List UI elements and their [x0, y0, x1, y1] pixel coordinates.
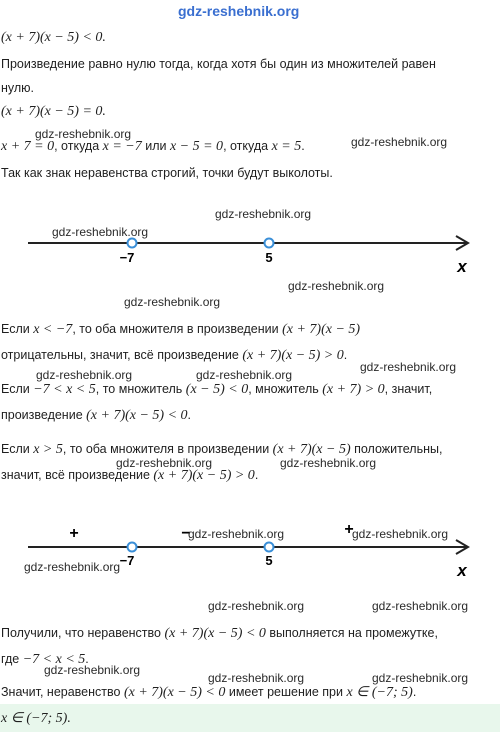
math-expression: (x + 7)(x − 5) > 0 [153, 468, 255, 483]
watermark: gdz-reshebnik.org [360, 360, 457, 374]
math-expression: −7 < x < 5 [33, 382, 96, 397]
text-fragment: или [141, 139, 170, 153]
math-expression: (x + 7)(x − 5) > 0 [242, 348, 344, 363]
watermark: gdz-reshebnik.org [208, 671, 305, 685]
watermark: gdz-reshebnik.org [352, 527, 449, 541]
math-expression: (x − 5) < 0 [185, 382, 249, 397]
watermark: gdz-reshebnik.org [52, 225, 149, 239]
line-1 [1, 29, 106, 46]
math-expression: (x + 7)(x − 5) = 0. [1, 104, 106, 119]
text-fragment: . [412, 685, 417, 699]
text-fragment: . [343, 348, 348, 362]
label-5: 5 [265, 553, 273, 568]
line-8 [1, 347, 347, 364]
math-expression: (x + 7) > 0 [322, 382, 385, 397]
text-fragment: Получили, что неравенство [1, 626, 165, 640]
text-fragment: положительны, [350, 442, 443, 456]
text-fragment: Если [1, 382, 34, 396]
watermark: gdz-reshebnik.org [36, 368, 133, 382]
math-expression: x = 5 [271, 139, 302, 154]
text-fragment: Если [1, 442, 34, 456]
text-fragment: , то оба множителя в произведении [62, 442, 273, 456]
text-fragment: . [254, 468, 259, 482]
math-expression: x + 7 = 0 [1, 139, 55, 154]
label-minus7: −7 [119, 250, 135, 265]
math-expression: x = −7 [102, 139, 142, 154]
line-3 [1, 80, 34, 96]
watermark: gdz-reshebnik.org [372, 599, 469, 613]
math-expression: x ∈ (−7; 5). [1, 711, 71, 726]
text-fragment: Произведение равно нулю тогда, когда хотя бы один из множителей равен [1, 57, 436, 71]
line-2 [1, 56, 436, 72]
watermark: gdz-reshebnik.org [116, 456, 213, 470]
answer-highlight [0, 704, 500, 732]
line-13 [1, 625, 438, 642]
text-fragment: имеет решение при [225, 685, 347, 699]
line-15 [1, 684, 416, 701]
watermark: gdz-reshebnik.org [178, 3, 300, 19]
text-fragment: произведение [1, 408, 87, 422]
sign-middle: − [181, 525, 191, 542]
math-expression: x < −7 [33, 322, 73, 337]
text-fragment: выполняется на промежутке, [265, 626, 438, 640]
sign-left: + [69, 525, 79, 542]
point-minus7 [128, 239, 137, 248]
math-expression: (x + 7)(x − 5) [282, 322, 361, 337]
text-fragment: , значит, [384, 382, 433, 396]
math-expression: (x + 7)(x − 5) < 0. [1, 30, 106, 45]
line-9 [1, 381, 432, 398]
math-expression: (x + 7)(x − 5) [272, 442, 351, 457]
line-6 [1, 165, 333, 181]
text-fragment: значит, всё произведение [1, 468, 154, 482]
line-11 [1, 441, 442, 458]
axis-label-x: x [457, 561, 467, 580]
math-expression: (x + 7)(x − 5) < 0 [123, 685, 226, 700]
label-minus7: −7 [119, 553, 135, 568]
line-10 [1, 407, 191, 424]
watermark: gdz-reshebnik.org [351, 135, 448, 149]
math-expression: x > 5 [33, 442, 63, 457]
watermark: gdz-reshebnik.org [215, 207, 312, 221]
watermark: gdz-reshebnik.org [208, 599, 305, 613]
watermark: gdz-reshebnik.org [124, 295, 221, 309]
sign-right: + [344, 521, 354, 538]
watermark: gdz-reshebnik.org [288, 279, 385, 293]
watermark: gdz-reshebnik.org [188, 527, 285, 541]
point-5 [265, 543, 274, 552]
text-fragment: где [1, 652, 23, 666]
point-minus7 [128, 543, 137, 552]
math-expression: x ∈ (−7; 5) [346, 685, 413, 700]
line-16 [1, 710, 71, 727]
watermark: gdz-reshebnik.org [35, 127, 132, 141]
watermark: gdz-reshebnik.org [280, 456, 377, 470]
math-expression: −7 < x < 5 [22, 652, 86, 667]
text-fragment: Если [1, 322, 34, 336]
point-5 [265, 239, 274, 248]
watermark: gdz-reshebnik.org [372, 671, 469, 685]
axis-label-x: x [457, 257, 467, 276]
watermark: gdz-reshebnik.org [196, 368, 293, 382]
text-fragment: . [301, 139, 305, 153]
text-fragment: , множитель [248, 382, 323, 396]
text-fragment: Так как знак неравенства строгий, точки будут выколоты. [1, 166, 333, 180]
math-expression: (x + 7)(x − 5) < 0 [164, 626, 266, 641]
text-fragment: Значит, неравенство [1, 685, 124, 699]
text-fragment: . [187, 408, 192, 422]
text-fragment: , откуда [223, 139, 272, 153]
text-fragment: , откуда [54, 139, 103, 153]
label-5: 5 [265, 250, 273, 265]
watermark: gdz-reshebnik.org [24, 560, 121, 574]
watermark: gdz-reshebnik.org [44, 663, 141, 677]
text-fragment: нулю. [1, 81, 35, 95]
line-4 [1, 103, 106, 120]
math-expression: x − 5 = 0 [169, 139, 224, 154]
line-7 [1, 321, 360, 338]
text-fragment: . [85, 652, 89, 666]
text-fragment: , то множитель [95, 382, 186, 396]
text-fragment: отрицательны, значит, всё произведение [1, 348, 243, 362]
number-line-1 [0, 230, 500, 290]
text-fragment: , то оба множителя в произведении [72, 322, 283, 336]
math-expression: (x + 7)(x − 5) < 0 [86, 408, 188, 423]
